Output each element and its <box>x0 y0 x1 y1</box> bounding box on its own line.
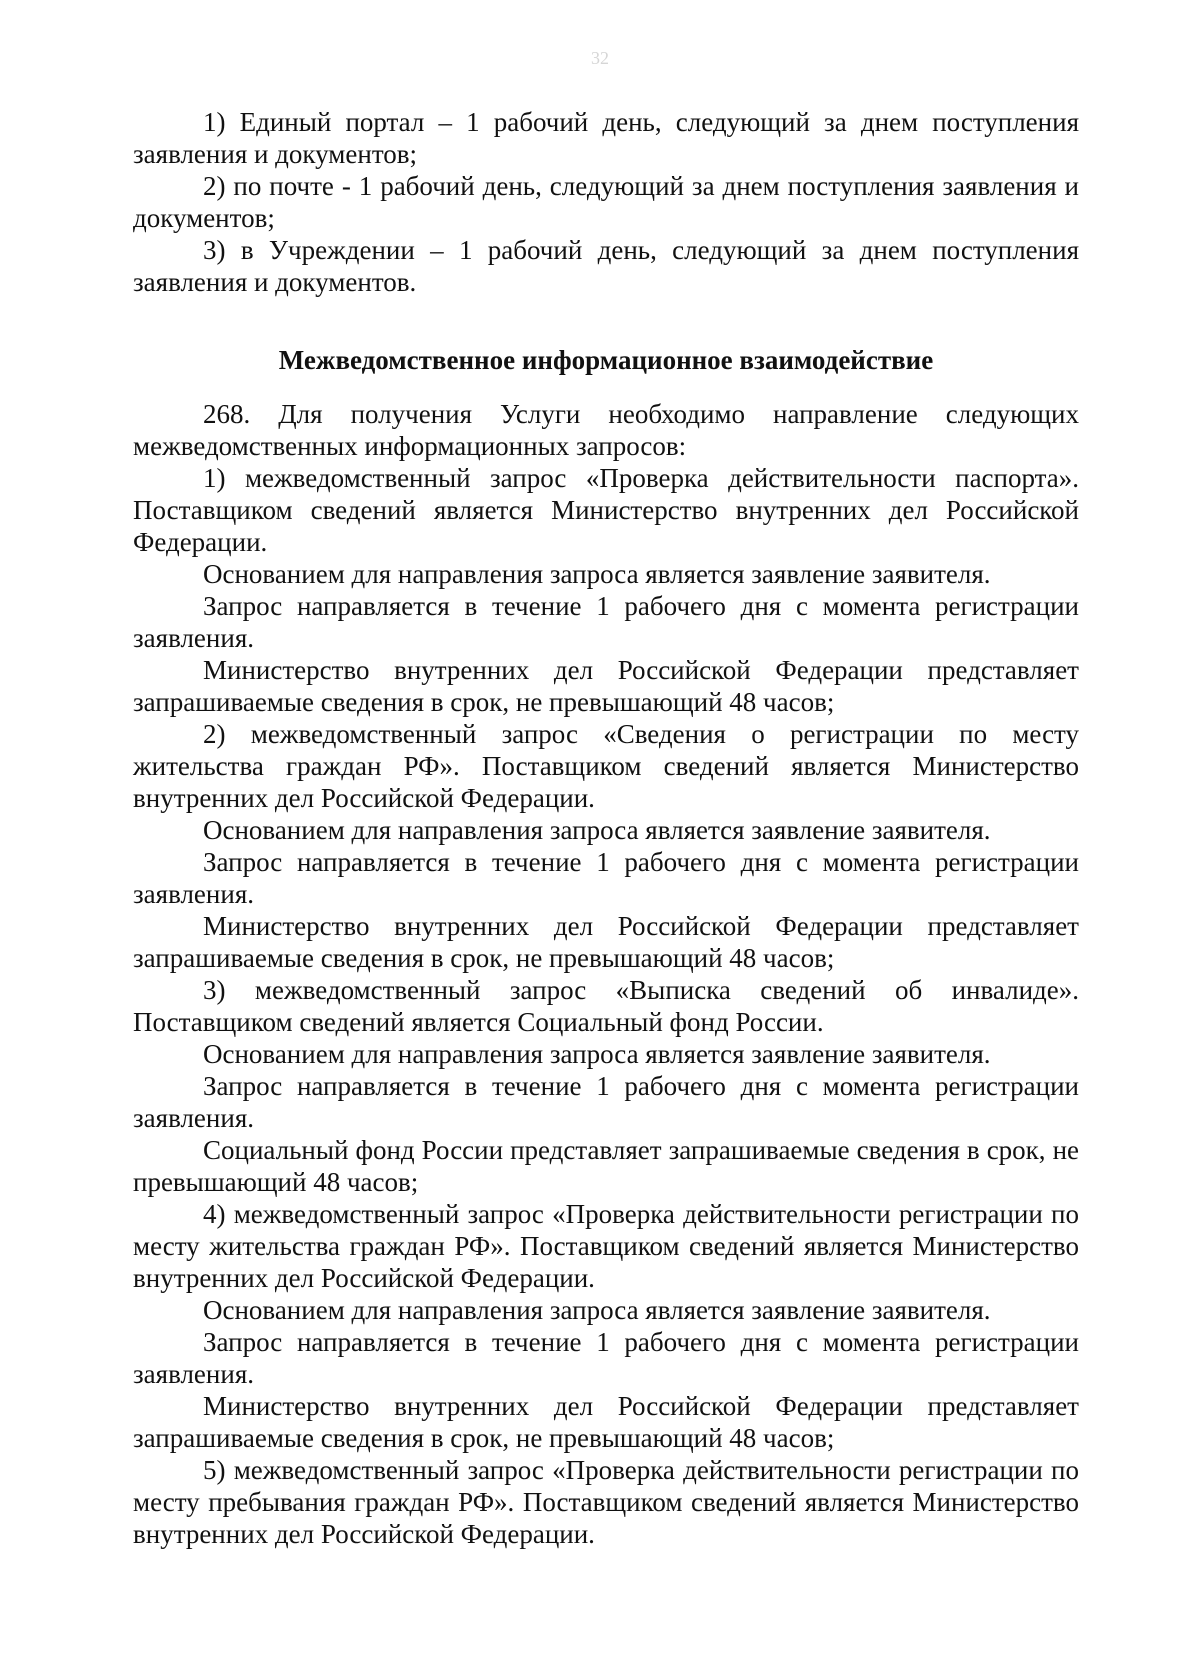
paragraph: Основанием для направления запроса является заявление заявителя. <box>203 559 991 589</box>
deadline-item: 2) по почте - 1 рабочий день, следующий за днем поступления заявления и документов; <box>133 171 1079 233</box>
document-body <box>133 106 1079 1550</box>
paragraph: 1) межведомственный запрос «Проверка действительности паспорта». Поставщиком сведений является Министерство внутренних дел Российской Федерации. <box>133 463 1079 557</box>
paragraph: 3) межведомственный запрос «Выписка сведений об инвалиде». Поставщиком сведений является Социальный фонд России. <box>133 975 1079 1037</box>
deadline-item: 1) Единый портал – 1 рабочий день, следующий за днем поступления заявления и документов; <box>133 107 1079 169</box>
paragraph: Запрос направляется в течение 1 рабочего дня с момента регистрации заявления. <box>133 1327 1079 1389</box>
paragraph: Запрос направляется в течение 1 рабочего дня с момента регистрации заявления. <box>133 591 1079 653</box>
paragraph: Социальный фонд России представляет запрашиваемые сведения в срок, не превышающий 48 часов; <box>133 1135 1079 1197</box>
section-heading: Межведомственное информационное взаимодействие <box>278 345 934 375</box>
paragraph: Министерство внутренних дел Российской Федерации представляет запрашиваемые сведения в срок, не превышающий 48 часов; <box>133 1391 1079 1453</box>
paragraph: Министерство внутренних дел Российской Федерации представляет запрашиваемые сведения в срок, не превышающий 48 часов; <box>133 655 1079 717</box>
paragraph: Министерство внутренних дел Российской Федерации представляет запрашиваемые сведения в срок, не превышающий 48 часов; <box>133 911 1079 973</box>
page-number: 32 <box>591 48 609 68</box>
paragraph: Основанием для направления запроса является заявление заявителя. <box>203 1295 991 1325</box>
paragraph: Основанием для направления запроса является заявление заявителя. <box>203 815 991 845</box>
paragraph: 2) межведомственный запрос «Сведения о регистрации по месту жительства граждан РФ». Поставщиком сведений является Министерство внутренних дел Российской Федерации. <box>133 719 1079 813</box>
paragraph: Запрос направляется в течение 1 рабочего дня с момента регистрации заявления. <box>133 847 1079 909</box>
paragraph: Основанием для направления запроса является заявление заявителя. <box>203 1039 991 1069</box>
paragraph: 4) межведомственный запрос «Проверка действительности регистрации по месту жительства граждан РФ». Поставщиком сведений является Министерство внутренних дел Российской Федерации. <box>133 1199 1079 1293</box>
paragraph: 268. Для получения Услуги необходимо направление следующих межведомственных информационных запросов: <box>133 399 1079 461</box>
deadline-item: 3) в Учреждении – 1 рабочий день, следующий за днем поступления заявления и документов. <box>133 235 1079 297</box>
paragraph: Запрос направляется в течение 1 рабочего дня с момента регистрации заявления. <box>133 1071 1079 1133</box>
paragraph: 5) межведомственный запрос «Проверка действительности регистрации по месту пребывания граждан РФ». Поставщиком сведений является Министерство внутренних дел Российской Федерации. <box>133 1455 1079 1549</box>
